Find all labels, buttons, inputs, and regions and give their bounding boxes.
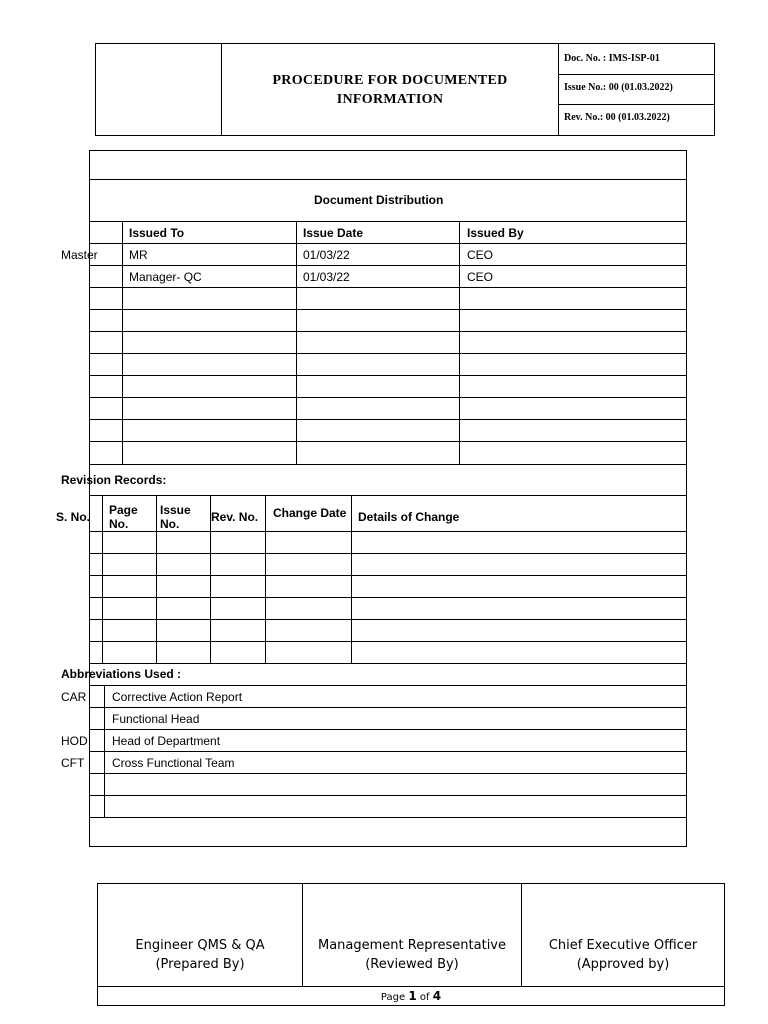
signature-reviewed-by	[303, 936, 521, 974]
row-line	[89, 243, 687, 244]
distribution-side-label: Master	[61, 248, 98, 262]
col-line	[104, 685, 105, 817]
row-line	[89, 331, 687, 332]
column-header-issued-to: Issued To	[129, 226, 185, 240]
page-number	[97, 987, 725, 1005]
signature-action: (Approved by)	[576, 957, 670, 972]
col-line	[459, 221, 460, 464]
abbreviation-code: HOD	[61, 734, 88, 748]
column-header-rev-no: Rev. No.	[211, 510, 259, 524]
row-line	[89, 817, 687, 818]
abbreviation-code: CFT	[61, 756, 85, 770]
column-header-issued-by: Issued By	[467, 226, 524, 240]
row-line	[89, 265, 687, 266]
col-line	[102, 495, 103, 663]
page-current: 1	[408, 989, 417, 1003]
row-line	[89, 287, 687, 288]
doc-number: Doc. No. : IMS-ISP-01	[564, 53, 660, 64]
table-cell: CEO	[467, 270, 494, 284]
signature-approved-by	[522, 936, 724, 974]
col-line	[156, 495, 157, 663]
document-title-line1: PROCEDURE FOR DOCUMENTED	[272, 72, 508, 88]
abbreviation-meaning: Head of Department	[112, 734, 221, 748]
row-line	[89, 641, 687, 642]
column-header-change-date: Change Date	[273, 506, 347, 520]
column-header-issue-no-line2: No.	[160, 517, 180, 531]
row-line	[89, 795, 687, 796]
signature-prepared-by	[98, 936, 302, 974]
row-line	[89, 179, 687, 180]
row-line	[89, 309, 687, 310]
revision-heading: Revision Records:	[61, 473, 167, 487]
row-line	[89, 464, 687, 465]
signature-role: Engineer QMS & QA	[135, 938, 265, 953]
table-cell: 01/03/22	[303, 270, 350, 284]
col-line	[122, 221, 123, 464]
col-line	[351, 495, 352, 663]
page-of: of	[419, 992, 430, 1003]
table-cell: Manager- QC	[129, 270, 202, 284]
row-line	[89, 419, 687, 420]
page-prefix: Page	[380, 992, 406, 1003]
row-line	[89, 663, 687, 664]
column-header-issue-date: Issue Date	[303, 226, 364, 240]
row-line	[89, 553, 687, 554]
header-divider	[558, 104, 715, 105]
row-line	[89, 619, 687, 620]
col-line	[296, 221, 297, 464]
col-line	[265, 495, 266, 663]
column-header-sno: S. No.	[56, 510, 91, 524]
document-title-line2: INFORMATION	[336, 91, 444, 107]
row-line	[89, 575, 687, 576]
signature-role: Management Representative	[318, 938, 506, 953]
abbreviations-heading: Abbreviations Used :	[61, 667, 182, 681]
document-title	[222, 44, 558, 135]
signature-action: (Reviewed By)	[365, 957, 459, 972]
revision-number: Rev. No.: 00 (01.03.2022)	[564, 112, 670, 123]
table-cell: CEO	[467, 248, 494, 262]
header-divider	[558, 43, 559, 136]
row-line	[89, 729, 687, 730]
row-line	[89, 773, 687, 774]
row-line	[89, 495, 687, 496]
abbreviation-meaning: Corrective Action Report	[112, 690, 243, 704]
row-line	[89, 597, 687, 598]
row-line	[89, 353, 687, 354]
column-header-issue-no-line1: Issue	[160, 503, 191, 517]
column-header-page-no-line2: No.	[109, 517, 129, 531]
row-line	[89, 397, 687, 398]
page-total: 4	[432, 989, 442, 1003]
row-line	[89, 531, 687, 532]
row-line	[89, 707, 687, 708]
distribution-heading: Document Distribution	[314, 193, 444, 207]
row-line	[89, 441, 687, 442]
header-divider	[558, 74, 715, 75]
abbreviation-meaning: Cross Functional Team	[112, 756, 235, 770]
table-cell: MR	[129, 248, 148, 262]
row-line	[89, 221, 687, 222]
row-line	[89, 375, 687, 376]
column-header-page-no-line1: Page	[109, 503, 138, 517]
issue-number: Issue No.: 00 (01.03.2022)	[564, 82, 673, 93]
signature-role: Chief Executive Officer	[548, 938, 698, 953]
column-header-details-of-change: Details of Change	[358, 510, 460, 524]
row-line	[89, 751, 687, 752]
abbreviation-meaning: Functional Head	[112, 712, 200, 726]
row-line	[89, 685, 687, 686]
abbreviation-code: CAR	[61, 690, 87, 704]
table-cell: 01/03/22	[303, 248, 350, 262]
signature-action: (Prepared By)	[155, 957, 245, 972]
